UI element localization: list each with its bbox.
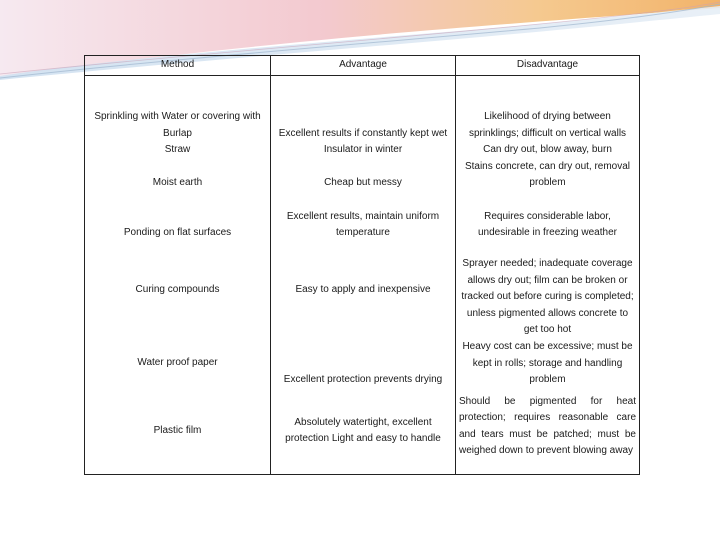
curing-methods-table xyxy=(84,55,640,475)
method-text: Plastic film xyxy=(153,425,202,436)
disadvantage-text: Sprayer needed; inadequate coverage allows dry out; film can be broken or tracked out before curing is completed; unless pigmented allows concrete to get too hot xyxy=(461,258,634,335)
method-cell xyxy=(85,242,271,339)
method-cell xyxy=(85,339,271,389)
table-header-row xyxy=(85,56,640,76)
advantage-cell xyxy=(271,242,456,339)
advantage-text: Excellent protection prevents drying xyxy=(283,374,443,385)
advantage-cell xyxy=(271,76,456,159)
advantage-text: Cheap but messy xyxy=(324,177,402,188)
method-text: Sprinkling with Water or covering with Burlap Straw xyxy=(94,111,261,155)
disadvantage-cell xyxy=(456,76,640,159)
advantage-text: Excellent results if constantly kept wet Insulator in winter xyxy=(278,127,448,155)
disadvantage-text: Requires considerable labor, undesirable in freezing weather xyxy=(478,210,617,238)
disadvantage-cell xyxy=(456,389,640,475)
header-disadvantage: Disadvantage xyxy=(456,56,640,76)
table-row xyxy=(85,242,640,339)
disadvantage-text: Stains concrete, can dry out, removal problem xyxy=(464,160,631,188)
table-row xyxy=(85,389,640,475)
advantage-text: Excellent results, maintain uniform temperature xyxy=(286,210,440,238)
advantage-cell xyxy=(271,192,456,242)
method-cell xyxy=(85,192,271,242)
disadvantage-cell xyxy=(456,159,640,192)
table-row xyxy=(85,76,640,159)
method-cell xyxy=(85,76,271,159)
method-text: Ponding on flat surfaces xyxy=(123,227,232,238)
header-method: Method xyxy=(85,56,271,76)
method-text: Water proof paper xyxy=(137,357,218,369)
disadvantage-text: Heavy cost can be excessive; must be kept in rolls; storage and handling problem xyxy=(462,341,633,385)
method-text: Curing compounds xyxy=(135,283,220,295)
advantage-text: Easy to apply and inexpensive xyxy=(295,283,431,295)
disadvantage-cell xyxy=(456,242,640,339)
method-cell xyxy=(85,389,271,475)
advantage-cell xyxy=(271,389,456,475)
disadvantage-text: Likelihood of drying between sprinklings; difficult on vertical walls Can dry out, blow away, burn xyxy=(468,111,627,155)
disadvantage-text: Should be pigmented for heat protection; requires reasonable care and tears must be patched; must be weighed down to prevent blowing away xyxy=(459,395,636,456)
advantage-cell xyxy=(271,159,456,192)
method-cell xyxy=(85,159,271,192)
table-row xyxy=(85,339,640,389)
method-text: Moist earth xyxy=(152,177,203,188)
header-advantage: Advantage xyxy=(271,56,456,76)
table-row xyxy=(85,192,640,242)
disadvantage-cell xyxy=(456,339,640,389)
disadvantage-cell xyxy=(456,192,640,242)
advantage-cell xyxy=(271,339,456,389)
advantage-text: Absolutely watertight, excellent protection Light and easy to handle xyxy=(285,416,441,445)
table-row xyxy=(85,159,640,192)
